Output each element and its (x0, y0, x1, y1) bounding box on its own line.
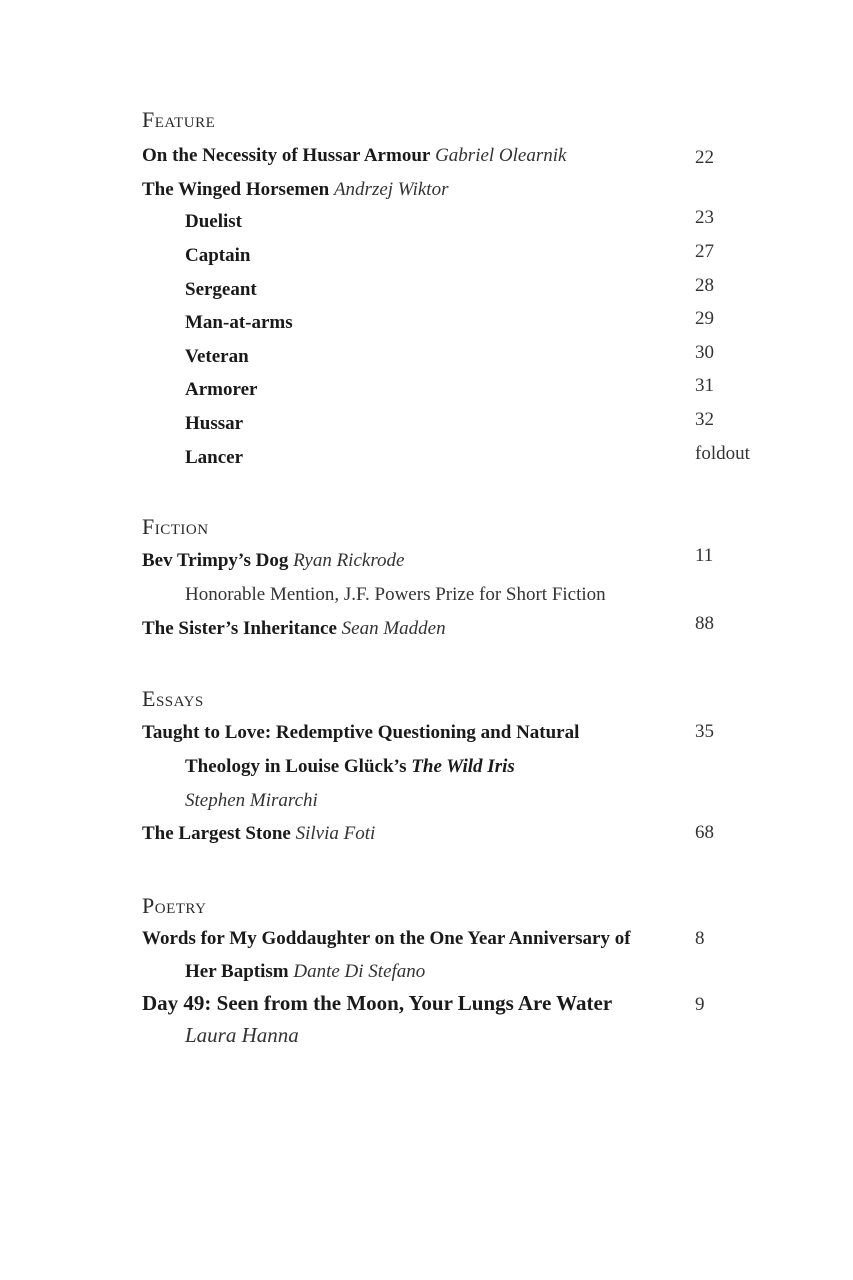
toc-entry (142, 146, 566, 165)
entry-page: 31 (695, 375, 714, 396)
entry-title-continued: Her Baptism (185, 961, 289, 982)
entry-title-continued (185, 757, 515, 776)
section-heading-essays: Essays (142, 686, 204, 711)
entry-page: 32 (695, 409, 714, 430)
subentry-title: Veteran (185, 346, 249, 367)
subentry-title: Sergeant (185, 279, 257, 300)
entry-title: The Sister’s Inheritance (142, 618, 337, 639)
section-heading-feature: Feature (142, 107, 216, 132)
entry-author: Gabriel Olearnik (435, 145, 567, 166)
entry-author: Silvia Foti (295, 823, 376, 844)
subentry-title: Armorer (185, 379, 258, 400)
entry-page: 30 (695, 342, 714, 363)
entry-page: 27 (695, 241, 714, 262)
entry-title: Bev Trimpy’s Dog (142, 550, 289, 571)
entry-title: Day 49: Seen from the Moon, Your Lungs Are Water (142, 991, 613, 1015)
entry-page: foldout (695, 443, 750, 464)
toc-entry (142, 551, 404, 570)
entry-page: 23 (695, 207, 714, 228)
entry-page: 11 (695, 545, 714, 566)
subentry-title: Captain (185, 245, 251, 266)
entry-title: The Winged Horsemen (142, 179, 330, 200)
entry-page: 8 (695, 928, 705, 949)
entry-page: 68 (695, 822, 714, 843)
entry-author: Stephen Mirarchi (185, 790, 318, 811)
subentry-title: Man-at-arms (185, 312, 293, 333)
subentry-title: Duelist (185, 211, 242, 232)
entry-title: Words for My Goddaughter on the One Year Anniversary of (142, 928, 631, 949)
entry-author: Sean Madden (341, 618, 446, 639)
toc-entry (142, 619, 446, 638)
toc-entry-continued (185, 962, 425, 981)
entry-author: Ryan Rickrode (293, 550, 405, 571)
entry-page: 22 (695, 147, 714, 168)
toc-entry (142, 180, 448, 199)
entry-title-italic: The Wild Iris (411, 756, 515, 777)
entry-title: Taught to Love: Redemptive Questioning and Natural (142, 722, 580, 743)
entry-author: Andrzej Wiktor (333, 179, 449, 200)
subentry-title: Hussar (185, 413, 244, 434)
entry-page: 29 (695, 308, 714, 329)
entry-title: On the Necessity of Hussar Armour (142, 145, 431, 166)
section-heading-poetry: Poetry (142, 893, 207, 918)
entry-title-part: Theology in Louise Glück’s (185, 756, 412, 777)
entry-page: 35 (695, 721, 714, 742)
entry-page: 28 (695, 275, 714, 296)
section-heading-fiction: Fiction (142, 514, 209, 539)
entry-title: The Largest Stone (142, 823, 291, 844)
entry-page: 88 (695, 613, 714, 634)
subentry-title: Lancer (185, 447, 244, 468)
entry-page: 9 (695, 994, 705, 1015)
entry-note: Honorable Mention, J.F. Powers Prize for Short Fiction (185, 584, 606, 605)
entry-author: Laura Hanna (185, 1023, 299, 1047)
entry-author: Dante Di Stefano (293, 961, 426, 982)
toc-entry (142, 824, 375, 843)
